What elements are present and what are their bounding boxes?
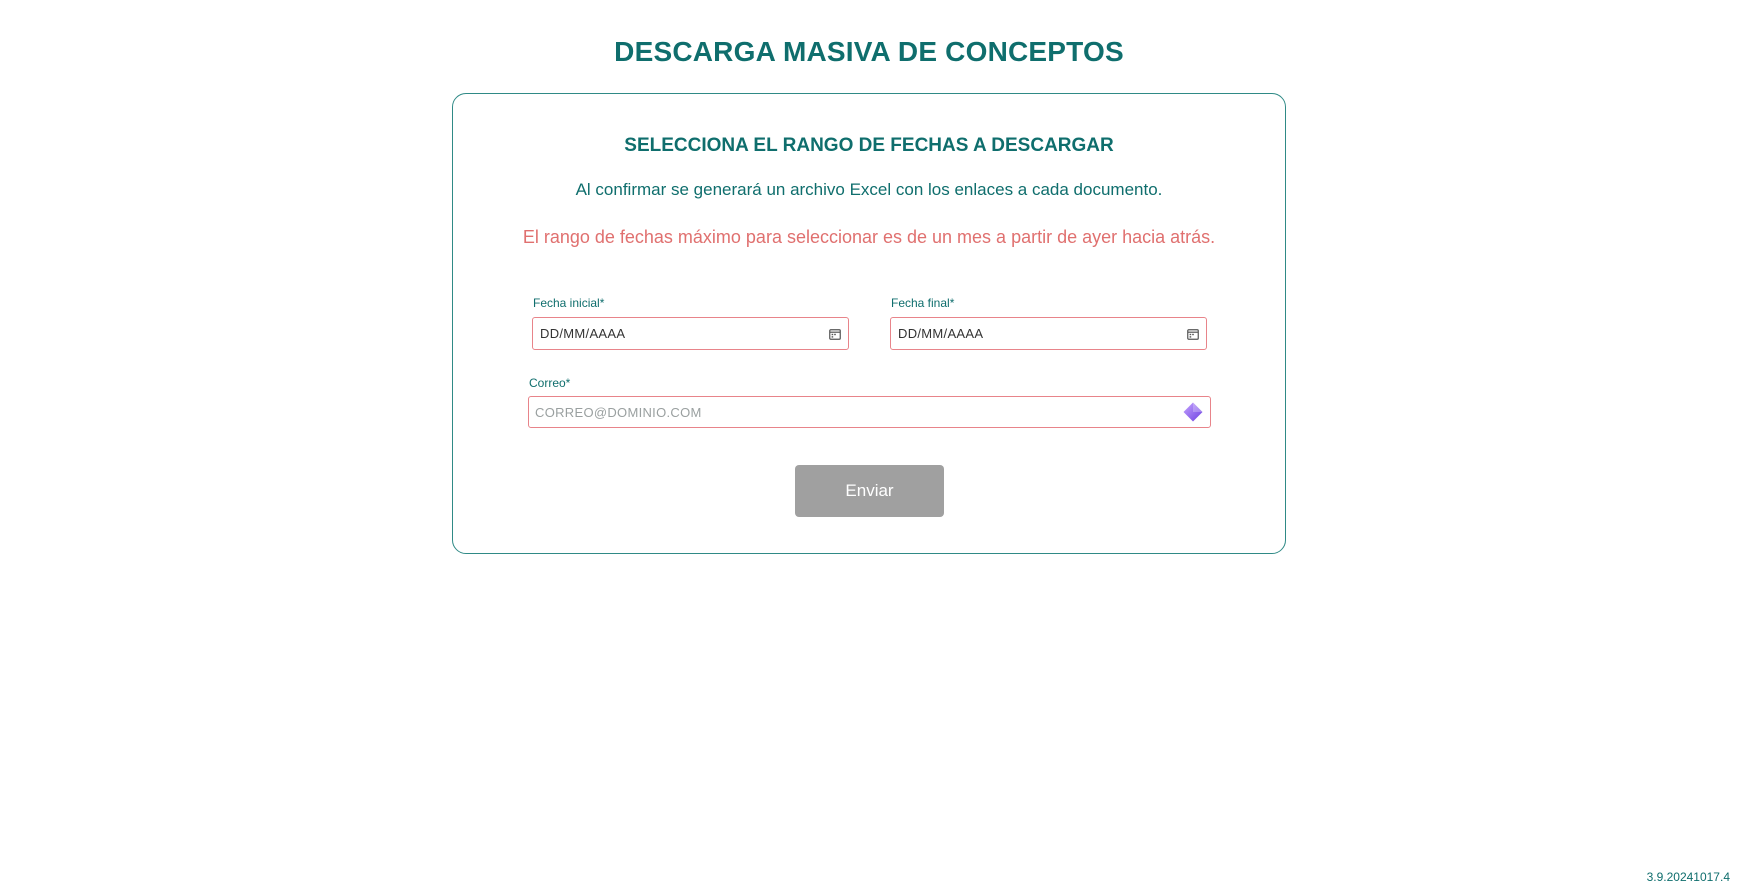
gem-icon[interactable] <box>1182 401 1204 423</box>
email-label: Correo* <box>529 376 571 390</box>
card-heading: SELECCIONA EL RANGO DE FECHAS A DESCARGAR <box>624 135 1114 156</box>
card-subtitle: Al confirmar se generará un archivo Excel con los enlaces a cada documento. <box>575 180 1163 199</box>
version-label: 3.9.20241017.4 <box>1646 870 1730 884</box>
start-date-value: DD/MM/AAAA <box>540 326 626 341</box>
calendar-icon[interactable] <box>1187 328 1199 340</box>
download-card <box>452 93 1286 554</box>
end-date-value: DD/MM/AAAA <box>898 326 984 341</box>
page-title: DESCARGA MASIVA DE CONCEPTOS <box>614 36 1124 67</box>
start-date-label: Fecha inicial* <box>533 296 605 310</box>
end-date-label: Fecha final* <box>891 296 955 310</box>
date-range-warning: El rango de fechas máximo para seleccionar es de un mes a partir de ayer hacia atrás. <box>522 227 1216 247</box>
calendar-icon[interactable] <box>829 328 841 340</box>
email-placeholder: CORREO@DOMINIO.COM <box>535 404 702 420</box>
submit-button[interactable]: Enviar <box>795 465 944 517</box>
email-field[interactable] <box>528 396 1211 428</box>
start-date-field[interactable] <box>532 317 849 350</box>
end-date-field[interactable] <box>890 317 1207 350</box>
